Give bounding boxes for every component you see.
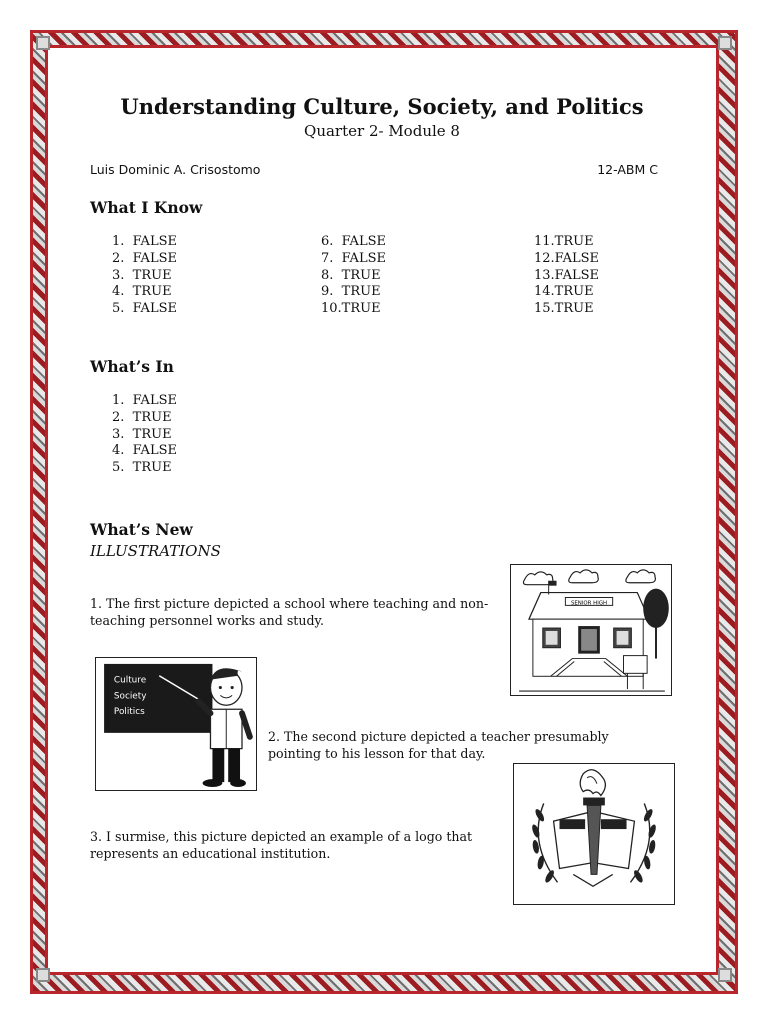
student-name: Luis Dominic A. Crisostomo <box>90 162 261 177</box>
answer-item: 5. TRUE <box>112 460 172 476</box>
heading-whats-in: What’s In <box>90 357 174 376</box>
blackboard-line-2: Society <box>113 691 147 702</box>
heading-whats-new: What’s New <box>90 520 193 539</box>
heading-what-i-know: What I Know <box>90 198 203 217</box>
border-corner <box>718 36 732 50</box>
answer-item: 9. TRUE <box>321 284 381 300</box>
illustrations-label: ILLUSTRATIONS <box>90 542 221 560</box>
school-sign-text: SENIOR HIGH <box>570 600 608 607</box>
teacher-drawing <box>96 658 256 790</box>
illustration-1-text: 1. The first picture depicted a school where teaching and non-teaching personnel works and study. <box>90 596 489 628</box>
answer-item: 4. FALSE <box>112 443 177 459</box>
blackboard-line-3: Politics <box>113 707 145 718</box>
answer-item: 11.TRUE <box>534 234 594 249</box>
answer-item: 2. FALSE <box>112 250 177 266</box>
answer-item: 3. TRUE <box>112 426 172 442</box>
answer-item: 10.TRUE <box>321 301 381 317</box>
answer-item: 13.FALSE <box>534 267 599 283</box>
whats-in-list <box>112 393 177 477</box>
school-drawing <box>511 565 671 695</box>
answer-item: 12.FALSE <box>534 250 599 266</box>
answer-item: 14.TRUE <box>534 284 594 300</box>
logo-drawing <box>514 764 674 904</box>
document-subtitle: Quarter 2- Module 8 <box>304 122 460 140</box>
illustration-2-text: 2. The second picture depicted a teacher presumably pointing to his lesson for that day. <box>268 729 609 761</box>
answer-item: 6. FALSE <box>321 234 386 249</box>
answer-item: 1. FALSE <box>112 234 177 249</box>
answers-column-1 <box>112 234 177 318</box>
answer-item: 4. TRUE <box>112 284 172 300</box>
answer-item: 2. TRUE <box>112 409 172 425</box>
blackboard-line-1: Culture <box>113 675 147 686</box>
document-title: Understanding Culture, Society, and Politics <box>120 94 644 119</box>
answers-column-2 <box>321 234 386 318</box>
answers-column-3 <box>534 234 599 318</box>
answer-item: 3. TRUE <box>112 267 172 283</box>
teacher-illustration <box>95 657 257 791</box>
school-illustration <box>510 564 672 696</box>
answer-item: 15.TRUE <box>534 301 594 317</box>
illustration-3-text: 3. I surmise, this picture depicted an example of a logo that represents an educational institution. <box>90 829 473 861</box>
student-section: 12-ABM C <box>597 162 658 177</box>
logo-illustration <box>513 763 675 905</box>
answer-item: 7. FALSE <box>321 250 386 266</box>
answer-item: 1. FALSE <box>112 393 177 408</box>
page-content <box>48 48 716 972</box>
border-corner <box>718 968 732 982</box>
answer-item: 5. FALSE <box>112 301 177 317</box>
answer-item: 8. TRUE <box>321 267 381 283</box>
